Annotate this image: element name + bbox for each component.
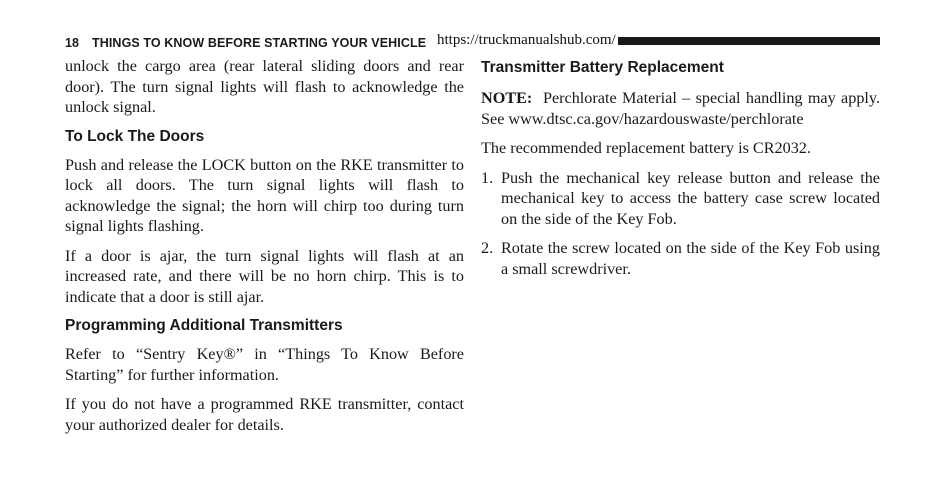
battery-replacement-heading: Transmitter Battery Replacement <box>481 59 724 76</box>
dealer-paragraph: If you do not have a programmed RKE transmitter, contact your authorized dealer for details. <box>65 395 464 434</box>
step-text: Push the mechanical key release button and release the mechanical key to access the battery case screw located on the side of the Key Fob. <box>501 168 880 228</box>
section-title: THINGS TO KNOW BEFORE STARTING YOUR VEHICLE <box>92 36 427 50</box>
step-text: Rotate the screw located on the side of the Key Fob using a small screwdriver. <box>501 239 880 278</box>
page-number: 18 <box>65 36 80 50</box>
note-paragraph <box>481 88 880 129</box>
lock-paragraph: Push and release the LOCK button on the RKE transmitter to lock all doors. The turn signal lights will flash to acknowledge the signal; the horn will chirp too during turn signal lights flashing. <box>65 155 464 235</box>
list-item <box>481 168 880 230</box>
door-ajar-paragraph: If a door is ajar, the turn signal lights will flash at an increased rate, and there will be no horn chirp. This is to indicate that a door is still ajar. <box>65 246 464 306</box>
note-label: NOTE: <box>481 89 533 107</box>
intro-paragraph: unlock the cargo area (rear lateral sliding doors and rear door). The turn signal lights will flash to acknowledge the unlock signal. <box>65 57 464 116</box>
list-item <box>481 238 880 279</box>
programming-heading: Programming Additional Transmitters <box>65 317 343 334</box>
left-column <box>65 56 464 444</box>
lock-doors-heading: To Lock The Doors <box>65 127 205 145</box>
programming-paragraph: Refer to “Sentry Key®” in “Things To Know Before Starting” for further information. <box>65 345 464 384</box>
step-number: 2. <box>481 239 494 257</box>
note-text: Perchlorate Material – special handling may apply. See www.dtsc.ca.gov/hazardouswaste/perchlorate <box>481 89 880 128</box>
right-column <box>481 56 880 288</box>
steps-list <box>481 168 880 280</box>
step-number: 1. <box>481 168 494 187</box>
watermark-url[interactable]: https://truckmanualshub.com/ <box>437 32 616 48</box>
battery-paragraph: The recommended replacement battery is CR2032. <box>481 139 811 157</box>
page-header <box>65 34 880 50</box>
